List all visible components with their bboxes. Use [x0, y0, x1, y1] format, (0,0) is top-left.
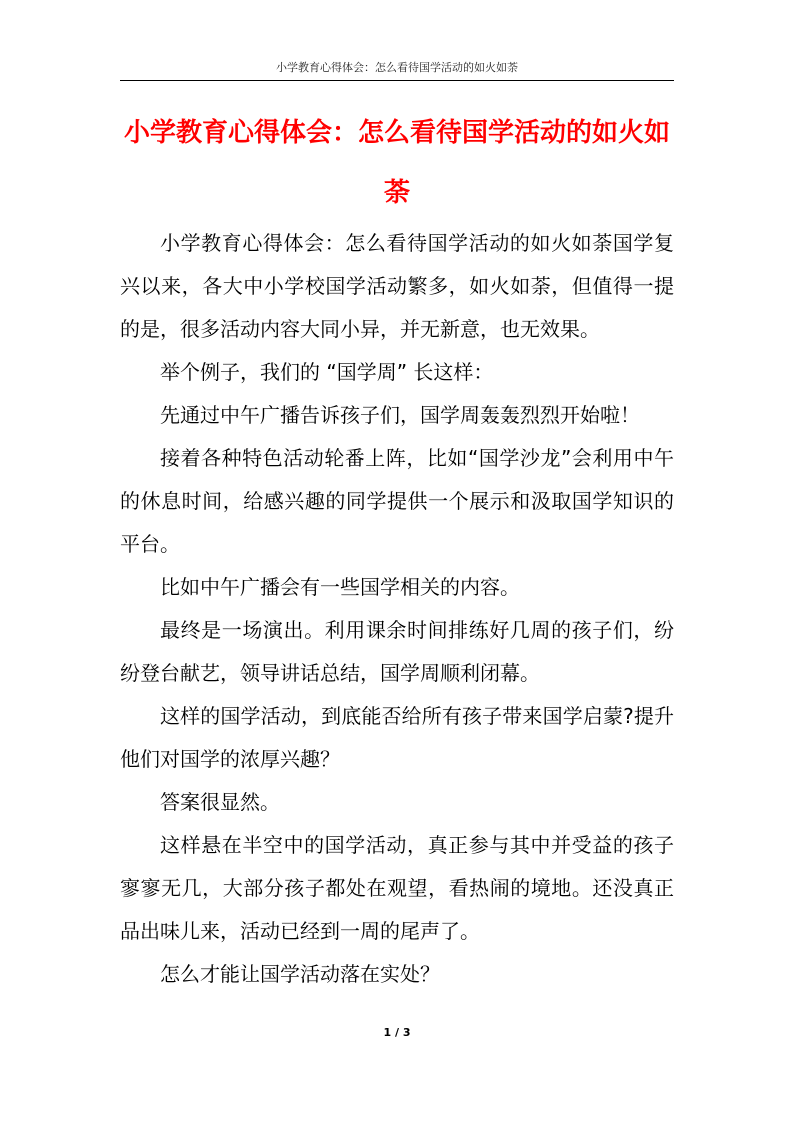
header-divider — [120, 80, 674, 81]
document-title: 小学教育心得体会：怎么看待国学活动的如火如荼 — [123, 118, 670, 208]
paragraph: 举个例子，我们的 “国学周” 长这样： — [160, 360, 494, 384]
paragraph: 接着各种特色活动轮番上阵，比如“国学沙龙”会利用中午的休息时间，给感兴趣的同学提供一个展示和汲取国学知识的平台。 — [120, 446, 674, 556]
paragraph: 这样的国学活动，到底能否给所有孩子带来国学启蒙?提升他们对国学的浓厚兴趣？ — [120, 704, 674, 771]
paragraph: 这样悬在半空中的国学活动，真正参与其中并受益的孩子寥寥无几，大部分孩子都处在观望，看热闹的境地。还没真正品出味儿来，活动已经到一周的尾声了。 — [120, 833, 674, 943]
paragraph: 先通过中午广播告诉孩子们，国学周轰轰烈烈开始啦！ — [160, 403, 640, 427]
document-body — [120, 222, 674, 996]
paragraph: 小学教育心得体会：怎么看待国学活动的如火如荼国学复兴以来，各大中小学校国学活动繁多，如火如荼，但值得一提的是，很多活动内容大同小异，并无新意，也无效果。 — [120, 231, 674, 341]
page-number: 1 / 3 — [383, 1026, 411, 1039]
paragraph: 答案很显然。 — [160, 790, 280, 814]
paragraph: 最终是一场演出。利用课余时间排练好几周的孩子们，纷纷登台献艺，领导讲话总结，国学周顺利闭幕。 — [120, 618, 674, 685]
running-header: 小学教育心得体会：怎么看待国学活动的如火如荼 — [276, 61, 518, 74]
paragraph: 怎么才能让国学活动落在实处？ — [160, 962, 440, 986]
paragraph: 比如中午广播会有一些国学相关的内容。 — [160, 575, 520, 599]
